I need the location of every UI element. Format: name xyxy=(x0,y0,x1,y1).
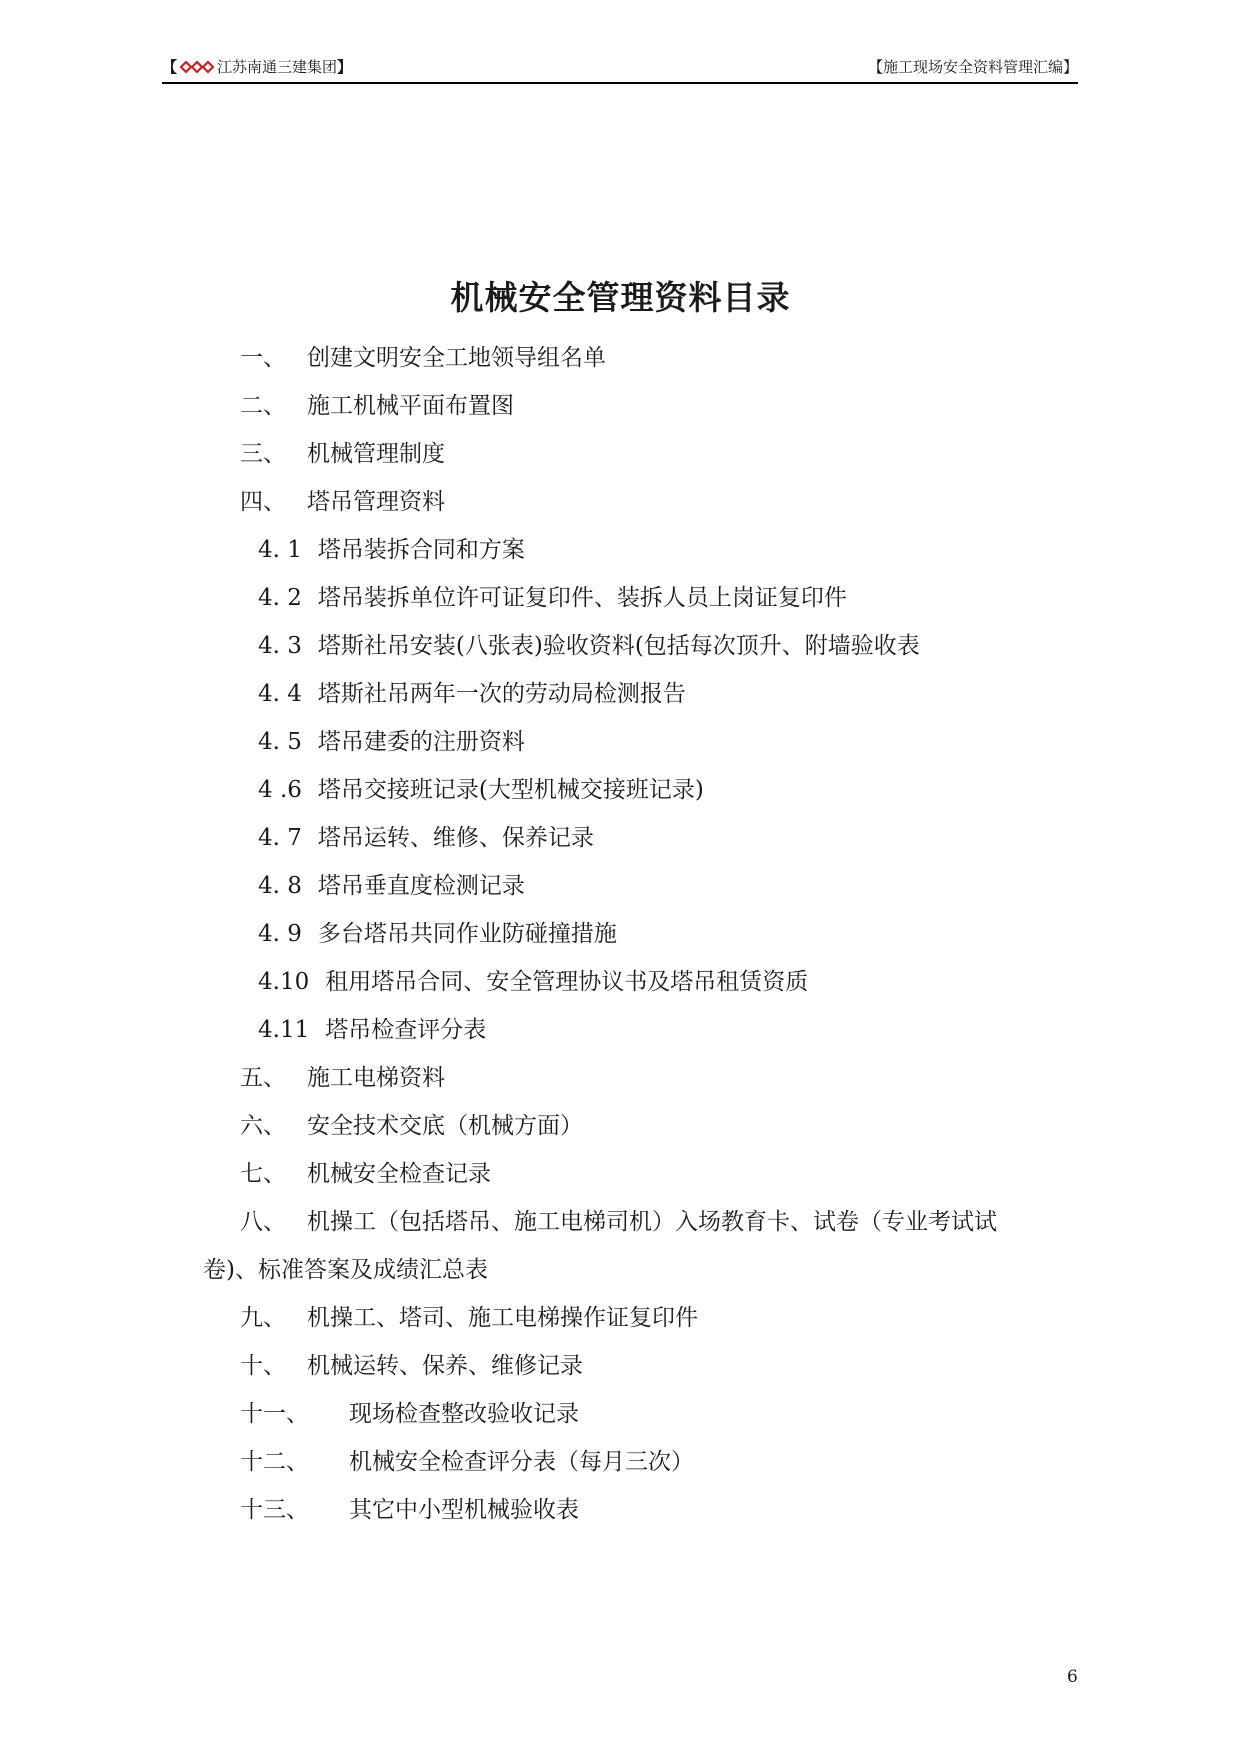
toc-subitem-number: 4. 1 xyxy=(258,537,302,563)
toc-item-number: 十三、 xyxy=(240,1497,309,1523)
toc-item xyxy=(240,487,445,517)
toc-subitem-text: 租用塔吊合同、安全管理协议书及塔吊租赁资质 xyxy=(325,969,809,995)
toc-item xyxy=(240,1063,445,1093)
page-header xyxy=(162,56,1078,80)
header-left-close-bracket: 】 xyxy=(337,58,353,76)
toc-item-number: 十二、 xyxy=(240,1449,309,1475)
header-divider xyxy=(162,82,1078,84)
toc-subitem xyxy=(258,679,686,709)
toc-subitem-text: 塔吊检查评分表 xyxy=(325,1017,487,1043)
toc-item-number: 十、 xyxy=(240,1353,286,1379)
toc-item xyxy=(240,391,514,421)
toc-item-number: 十一、 xyxy=(240,1401,309,1427)
toc-subitem-text: 塔斯社吊两年一次的劳动局检测报告 xyxy=(317,681,686,707)
toc-item xyxy=(240,343,606,373)
toc-subitem-number: 4. 3 xyxy=(258,633,302,659)
toc-subitem xyxy=(258,871,525,901)
toc-item xyxy=(240,1207,997,1237)
header-document-title: 【施工现场安全资料管理汇编】 xyxy=(867,58,1078,76)
toc-item-number: 一、 xyxy=(240,345,286,371)
toc-item xyxy=(240,1159,491,1189)
header-left-open-bracket: 【 xyxy=(162,58,178,76)
toc-subitem-text: 塔吊垂直度检测记录 xyxy=(317,873,525,899)
toc-item xyxy=(240,1351,583,1381)
toc-item-text: 现场检查整改验收记录 xyxy=(349,1401,579,1427)
toc-subitem-number: 4. 9 xyxy=(258,921,302,947)
toc-item xyxy=(240,1303,698,1333)
page-number: 6 xyxy=(1067,1667,1078,1687)
toc-subitem-number: 4. 5 xyxy=(258,729,302,755)
toc-subitem-text: 塔吊装拆单位许可证复印件、装拆人员上岗证复印件 xyxy=(317,585,847,611)
toc-item-text: 机械安全检查记录 xyxy=(307,1161,491,1187)
toc-item-number: 九、 xyxy=(240,1305,286,1331)
toc-item-text: 机操工（包括塔吊、施工电梯司机）入场教育卡、试卷（专业考试试 xyxy=(307,1209,997,1235)
toc-item xyxy=(240,1447,694,1477)
toc-subitem-text: 塔吊建委的注册资料 xyxy=(317,729,525,755)
toc-item-text: 机械管理制度 xyxy=(307,441,445,467)
header-company xyxy=(162,56,352,77)
toc-subitem-number: 4. 8 xyxy=(258,873,302,899)
toc-subitem xyxy=(258,727,525,757)
toc-subitem xyxy=(258,631,920,661)
toc-subitem-text: 塔斯社吊安装(八张表)验收资料(包括每次顶升、附墙验收表 xyxy=(317,633,920,659)
toc-subitem xyxy=(258,967,808,997)
toc-item-text: 安全技术交底（机械方面） xyxy=(307,1113,583,1139)
toc-item xyxy=(240,1111,583,1141)
toc-item-number: 五、 xyxy=(240,1065,286,1091)
toc-item-number: 六、 xyxy=(240,1113,286,1139)
toc-item xyxy=(240,1495,579,1525)
toc-item-text: 机械运转、保养、维修记录 xyxy=(307,1353,583,1379)
toc-subitem-number: 4 .6 xyxy=(258,777,302,803)
toc-item-number: 八、 xyxy=(240,1209,286,1235)
header-company-name: 江苏南通三建集团 xyxy=(217,58,338,76)
toc-item-text: 机操工、塔司、施工电梯操作证复印件 xyxy=(307,1305,698,1331)
toc-subitem-number: 4.11 xyxy=(258,1017,310,1043)
toc-item xyxy=(240,439,445,469)
toc-item-number: 七、 xyxy=(240,1161,286,1187)
toc-subitem-number: 4. 2 xyxy=(258,585,302,611)
toc-subitem-number: 4.10 xyxy=(258,969,310,995)
toc-item-text: 其它中小型机械验收表 xyxy=(349,1497,579,1523)
toc-item-number: 三、 xyxy=(240,441,286,467)
diamond-chain-logo-icon xyxy=(180,60,214,74)
toc-item xyxy=(240,1399,579,1429)
page-title: 机械安全管理资料目录 xyxy=(450,278,791,317)
toc-item-number: 四、 xyxy=(240,489,286,515)
toc-subitem xyxy=(258,823,594,853)
toc-subitem xyxy=(258,919,617,949)
toc-subitem-text: 塔吊交接班记录(大型机械交接班记录) xyxy=(317,777,704,803)
toc-item-text: 机械安全检查评分表（每月三次） xyxy=(349,1449,694,1475)
toc-subitem xyxy=(258,535,525,565)
toc-item-continuation xyxy=(203,1255,488,1285)
toc-subitem-text: 塔吊运转、维修、保养记录 xyxy=(317,825,594,851)
toc-subitem-text: 塔吊装拆合同和方案 xyxy=(317,537,525,563)
toc-subitem xyxy=(258,1015,486,1045)
toc-subitem-text: 多台塔吊共同作业防碰撞措施 xyxy=(317,921,617,947)
toc-subitem-number: 4. 4 xyxy=(258,681,302,707)
toc-subitem-number: 4. 7 xyxy=(258,825,302,851)
toc-item-text: 施工机械平面布置图 xyxy=(307,393,514,419)
toc-item-text: 卷)、标准答案及成绩汇总表 xyxy=(203,1257,488,1283)
toc-subitem xyxy=(258,775,704,805)
toc-item-text: 施工电梯资料 xyxy=(307,1065,445,1091)
toc-item-text: 塔吊管理资料 xyxy=(307,489,445,515)
toc-item-number: 二、 xyxy=(240,393,286,419)
toc-subitem xyxy=(258,583,847,613)
toc-item-text: 创建文明安全工地领导组名单 xyxy=(307,345,606,371)
